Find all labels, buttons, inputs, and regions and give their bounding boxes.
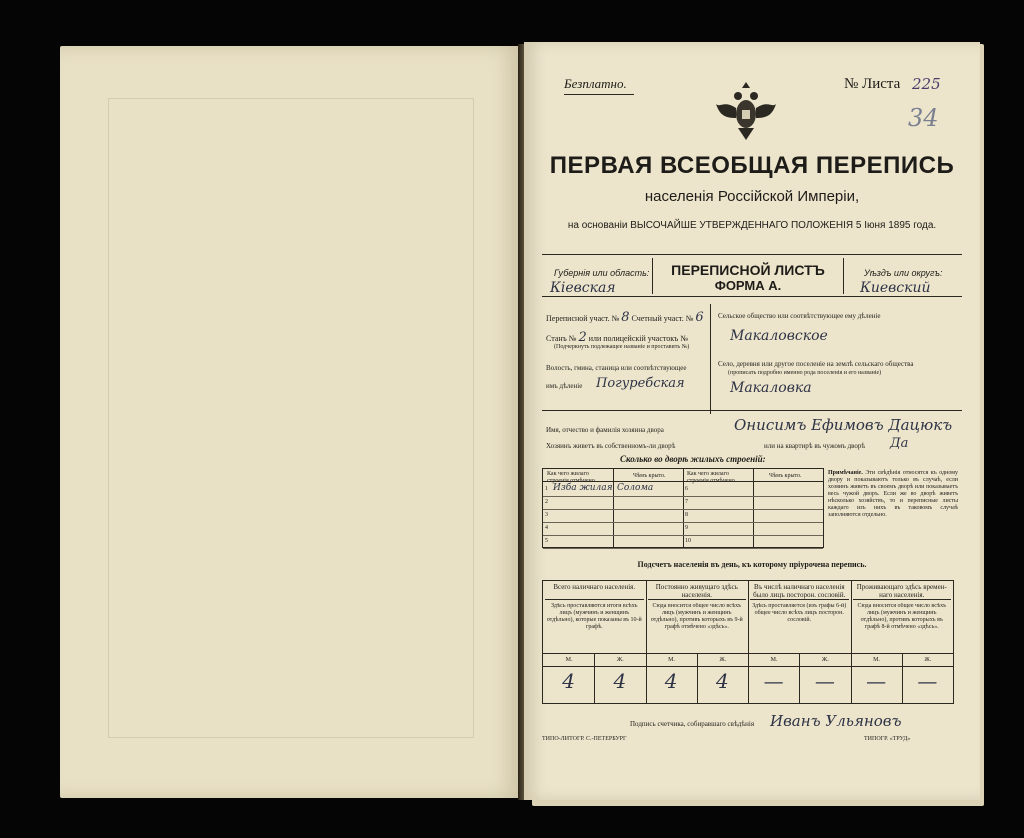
table-row [543, 522, 683, 536]
divider [542, 254, 962, 255]
uezd-value: Киевский [860, 280, 931, 296]
society-label: Сельское общество или соотвѣтствующее ему дѣленіе [718, 312, 881, 320]
form-title-box [652, 258, 844, 294]
owner-value: Онисимъ Ефимовъ Дацюкъ [734, 416, 953, 434]
uchastok-value: 8 [621, 310, 630, 325]
census-form-page [524, 42, 980, 800]
volost-value: Погуребская [596, 376, 685, 391]
sheet-number-value: 225 [912, 75, 941, 93]
printer-left: ТИПО-ЛИТОГР. С.-ПЕТЕРБУРГ [542, 736, 627, 742]
row-number: 5 [545, 538, 548, 544]
row-number: 3 [545, 512, 548, 518]
summary-value-female: 4 [716, 669, 729, 693]
stan-row [546, 330, 688, 345]
female-header: Ж. [719, 657, 727, 663]
table-row [543, 509, 683, 523]
summary-column [646, 581, 750, 703]
row-number: 2 [545, 499, 548, 505]
row-number: 9 [685, 525, 688, 531]
col-header-name: Как чего жилаго [687, 471, 729, 477]
uezd-label: Уѣздъ или округъ: [864, 268, 943, 278]
col-header-name: Как чего жилаго [547, 471, 589, 477]
census-title: ПЕРВАЯ ВСЕОБЩАЯ ПЕРЕПИСЬ [549, 152, 955, 179]
census-subtitle: населенія Россійской Имперіи, [644, 188, 860, 205]
divider [710, 304, 711, 414]
male-header: М. [668, 657, 675, 663]
rent-value: Да [890, 436, 909, 451]
signature-value: Иванъ Ульяновъ [770, 712, 902, 730]
building-name: Изба жилая [553, 483, 613, 493]
divider [542, 410, 962, 411]
row-number: 8 [685, 512, 688, 518]
col-header-roof: Чѣмъ крыто. [769, 473, 802, 479]
summary-column [851, 581, 954, 703]
stan-value: 2 [578, 330, 587, 345]
buildings-note-title: Примѣчаніе. [828, 470, 863, 476]
row-number: 7 [685, 499, 688, 505]
summary-column [748, 581, 852, 703]
police-label: или полицейскій участокъ № [588, 334, 688, 343]
left-page [60, 46, 522, 798]
sheet-number-label: № Листа [844, 76, 901, 92]
summary-value-male: — [763, 669, 784, 693]
table-row [683, 509, 823, 523]
male-header: М. [565, 657, 573, 663]
volost-label: Волость, гмина, станица или соотвѣтствующее [546, 364, 687, 372]
female-header: Ж. [616, 657, 624, 663]
table-row [543, 535, 683, 549]
col-header-roof: Чѣмъ крыто. [633, 473, 666, 479]
summary-col-desc: Сюда вносится общее число всѣхъ лицъ (мужчинъ и женщинъ отдѣльно), противъ которыхъ въ 9-й графѣ отмѣчено «здѣсь». [650, 603, 743, 630]
summary-value-male: 4 [562, 669, 575, 693]
table-row [683, 522, 823, 536]
uchastok-row [546, 310, 704, 325]
summary-col-header: Постоянно живущаго здѣсь населенія. [648, 583, 747, 600]
building-roof: Солома [617, 483, 654, 493]
row-number: 1 [545, 486, 548, 492]
summary-col-desc: Здѣсь проставляются итоги всѣхъ лицъ (мужчинъ и женщинъ отдѣльно), которые показаны въ 10-й графѣ. [546, 603, 642, 630]
table-row [543, 483, 683, 497]
own-yard-label: Хозяинъ живетъ въ собственномъ-ли дворѣ [546, 442, 676, 450]
buildings-note [828, 470, 958, 519]
row-number: 6 [685, 486, 688, 492]
imperial-eagle-icon [714, 78, 778, 146]
printer-right: ТИПОГР. «ТРУД» [864, 736, 911, 742]
left-page-frame [108, 98, 474, 738]
stan-label: Станъ № [546, 334, 577, 343]
summary-title: Подсчетъ населенія въ день, къ которому пріурочена перепись. [637, 560, 867, 569]
summary-col-desc: Здѣсь проставляется (изъ графы 6-й) общее число всѣхъ лицъ посторон. сословій. [752, 603, 847, 623]
summary-value-female: — [814, 669, 835, 693]
summary-col-desc: Сюда вносится общее число всѣхъ лицъ (мужчинъ и женщинъ отдѣльно), противъ которыхъ въ графѣ 8-й отмѣчено «здѣсь». [857, 603, 947, 630]
pencil-folio: 34 [908, 104, 939, 132]
summary-col-header: Въ числѣ наличнаго населенія было лицъ посторон. сословій. [750, 583, 849, 600]
summary-value-male: 4 [664, 669, 678, 693]
summary-table [542, 580, 954, 704]
buildings-note-text: Эти свѣдѣнія относятся къ одному двору и показываютъ только въ случаѣ, если хозяинъ живетъ въ своемъ дворѣ или показываетъ весь чужой дворъ. Если же во дворѣ живетъ нѣсколько хозяйствъ, то и переписные листы каждаго изъ нихъ въ таковомъ случаѣ заполняются отдельно. [828, 470, 959, 518]
divider [542, 296, 962, 297]
male-header: М. [873, 657, 880, 663]
village-value: Макаловка [730, 380, 812, 396]
summary-col-header: Проживающаго здѣсь времен-наго населенія. [853, 583, 952, 600]
village-label: Село, деревня или другое поселеніе на землѣ сельскаго общества [718, 360, 914, 368]
rent-label: или на квартирѣ въ чужомъ дворѣ [764, 442, 866, 450]
schetny-label: Счетный участ. № [631, 314, 694, 323]
table-row [683, 535, 823, 549]
table-row [683, 496, 823, 510]
summary-column [543, 581, 647, 703]
row-number: 10 [685, 538, 691, 544]
signature-label: Подпись счетчика, собиравшаго свѣдѣнія [630, 720, 755, 728]
summary-value-female: — [917, 669, 938, 693]
owner-label: Имя, отчество и фамилія хозяина двора [546, 426, 664, 434]
summary-value-male: — [866, 669, 887, 693]
divider [564, 94, 634, 95]
gubernia-value: Кіевская [550, 280, 616, 296]
village-note: (прописать подробно именно рода поселенія и его названіе) [728, 370, 882, 376]
society-value: Макаловское [730, 328, 828, 344]
buildings-caption: Сколько во дворѣ жилыхъ строеній: [620, 454, 766, 464]
uchastok-label: Переписной участ. № [546, 314, 620, 323]
female-header: Ж. [924, 657, 932, 663]
form-subtitle: ФОРМА А. [714, 278, 782, 293]
stan-note: (Подчеркнуть подлежащее названіе и проставить №) [554, 344, 690, 350]
volost-label-2: имъ дѣленіе [546, 382, 583, 390]
form-title: ПЕРЕПИСНОЙ ЛИСТЪ [671, 262, 825, 278]
table-row [543, 496, 683, 510]
female-header: Ж. [821, 657, 829, 663]
male-header: М. [770, 657, 778, 663]
gubernia-label: Губернія или область: [554, 268, 650, 278]
summary-value-female: 4 [613, 669, 627, 693]
schetny-value: 6 [695, 310, 704, 325]
row-number: 4 [545, 525, 548, 531]
buildings-table [542, 468, 824, 548]
free-label: Безплатно. [564, 76, 627, 91]
table-row [683, 483, 823, 497]
summary-col-header: Всего наличнаго населенія. [545, 583, 644, 600]
census-basis: на основаніи ВЫСОЧАЙШЕ УТВЕРЖДЕННАГО ПОЛОЖЕНІЯ 5 Іюня 1895 года. [567, 220, 937, 231]
